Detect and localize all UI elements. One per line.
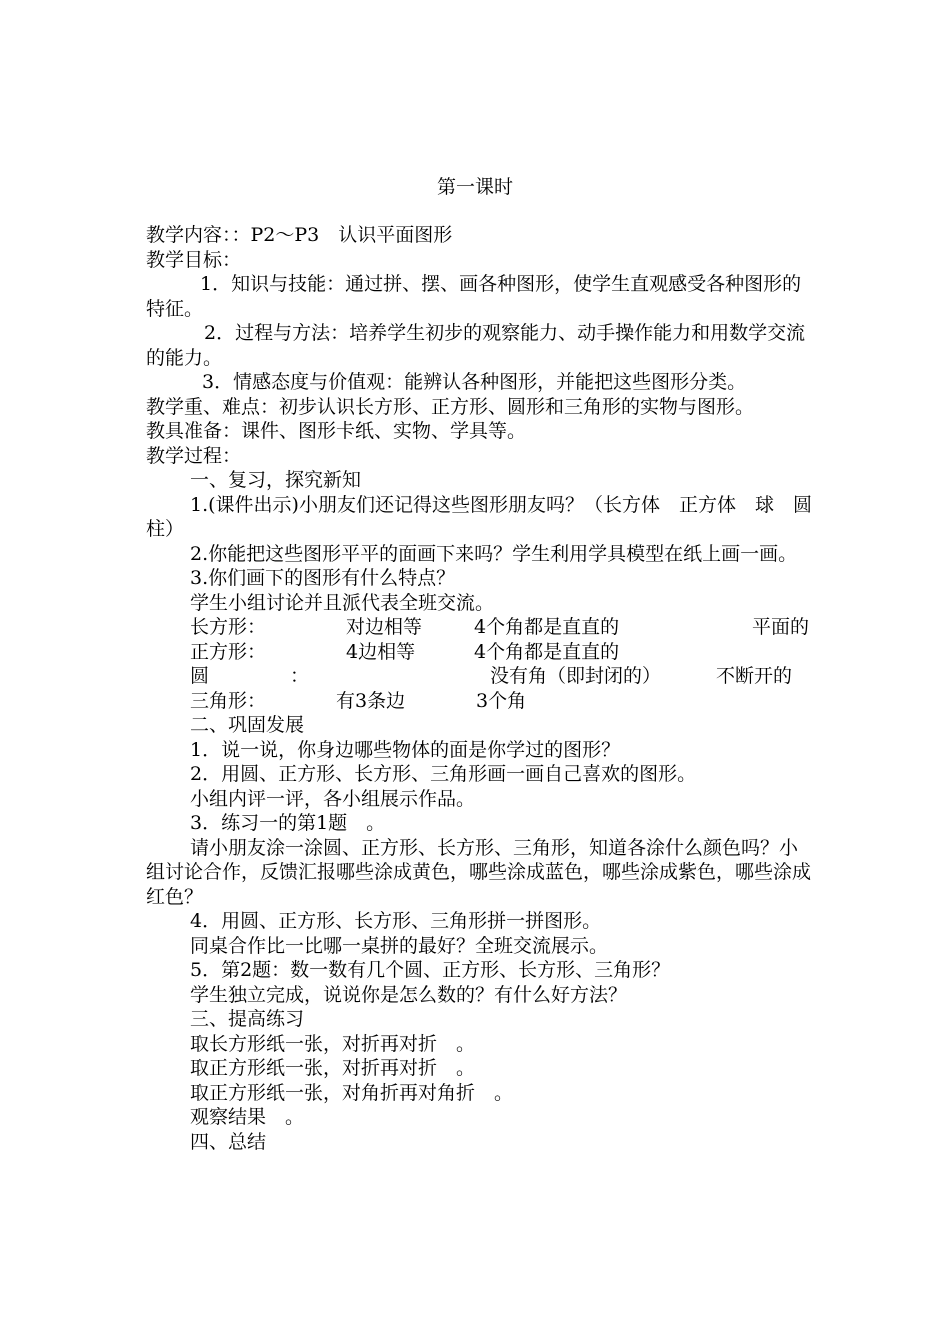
shape-colon: ：: [290, 665, 310, 687]
section-2-item-7: 同桌合作比一比哪一桌拼的最好？全班交流展示。: [190, 934, 609, 957]
teaching-content: 教学内容：：P2～P3 认识平面图形: [146, 224, 453, 246]
section-2-item-1: 1．说一说，你身边哪些物体的面是你学过的图形？: [190, 738, 621, 761]
key-points: 教学重、难点：初步认识长方形、正方形、圆形和三角形的实物与图形。: [146, 395, 755, 418]
shape-feature: 4个角都是直直的: [474, 616, 620, 638]
shape-feature: 有3条边: [336, 689, 406, 712]
shape-name: 圆: [190, 665, 210, 687]
shape-table: [146, 615, 816, 713]
section-1-item-1: 1.(课件出示)小朋友们还记得这些图形朋友吗？（长方体 正方体 球 圆柱）: [146, 493, 812, 540]
section-2-heading: 二、巩固发展: [190, 714, 305, 736]
shape-feature: 3个角: [476, 689, 527, 712]
section-3-heading: 三、提高练习: [190, 1008, 305, 1030]
section-3-item-3: 取正方形纸一张，对角折再对角折 。: [190, 1081, 514, 1104]
shape-row-square: [146, 640, 816, 665]
section-1-item-2: 2.你能把这些图形平平的面画下来吗？学生利用学具模型在纸上画一画。: [190, 542, 798, 565]
section-3-item-1: 取长方形纸一张，对折再对折 。: [190, 1032, 476, 1055]
section-2-item-4: 3．练习一的第1题 。: [190, 812, 386, 834]
section-1-item-3: 3.你们画下的图形有什么特点？: [190, 567, 456, 589]
shape-row-circle: [146, 664, 816, 689]
objective-1: 1．知识与技能：通过拼、摆、画各种图形，使学生直观感受各种图形的特征。: [146, 273, 802, 320]
objectives-heading: 教学目标：: [146, 248, 242, 271]
shape-name: 正方形：: [190, 640, 267, 663]
section-2-item-5: 请小朋友涂一涂圆、正方形、长方形、三角形，知道各涂什么颜色吗？小组讨论合作，反馈汇报哪些涂成黄色，哪些涂成蓝色，哪些涂成紫色，哪些涂成红色？: [146, 836, 812, 908]
objective-3: 3．情感态度与价值观：能辨认各种图形，并能把这些图形分类。: [202, 371, 747, 393]
shape-feature: 对边相等: [346, 616, 423, 638]
shape-row-triangle: [146, 689, 816, 714]
section-3-item-4: 观察结果 。: [190, 1106, 305, 1128]
section-1-heading: 一、复习，探究新知: [190, 469, 362, 491]
process-heading: 教学过程：: [146, 444, 242, 467]
lesson-body: [146, 223, 816, 1154]
shape-feature: 4个角都是直直的: [474, 640, 620, 663]
shape-name: 三角形：: [190, 689, 267, 712]
materials: 教具准备：课件、图形卡纸、实物、学具等。: [146, 420, 527, 442]
section-3-item-2: 取正方形纸一张，对折再对折 。: [190, 1057, 476, 1079]
section-4-heading: 四、总结: [190, 1130, 267, 1153]
shape-feature: 平面的: [752, 616, 810, 638]
objective-2: 2．过程与方法：培养学生初步的观察能力、动手操作能力和用数学交流的能力。: [146, 322, 806, 369]
shape-feature: 4边相等: [346, 640, 416, 663]
shape-row-rect: [146, 615, 816, 640]
section-2-item-9: 学生独立完成，说说你是怎么数的？有什么好方法？: [190, 983, 628, 1006]
shape-name: 长方形：: [190, 616, 267, 638]
shape-feature: 没有角（即封闭的）: [490, 665, 662, 687]
section-2-item-2: 2．用圆、正方形、长方形、三角形画一画自己喜欢的图形。: [190, 763, 697, 785]
section-2-item-8: 5．第2题：数一数有几个圆、正方形、长方形、三角形？: [190, 959, 671, 981]
section-1-item-4: 学生小组讨论并且派代表全班交流。: [190, 591, 495, 614]
section-2-item-6: 4．用圆、正方形、长方形、三角形拼一拼图形。: [190, 910, 602, 932]
shape-feature: 不断开的: [716, 665, 793, 687]
lesson-title: 第一课时: [436, 176, 513, 198]
section-2-item-3: 小组内评一评，各小组展示作品。: [190, 787, 476, 810]
